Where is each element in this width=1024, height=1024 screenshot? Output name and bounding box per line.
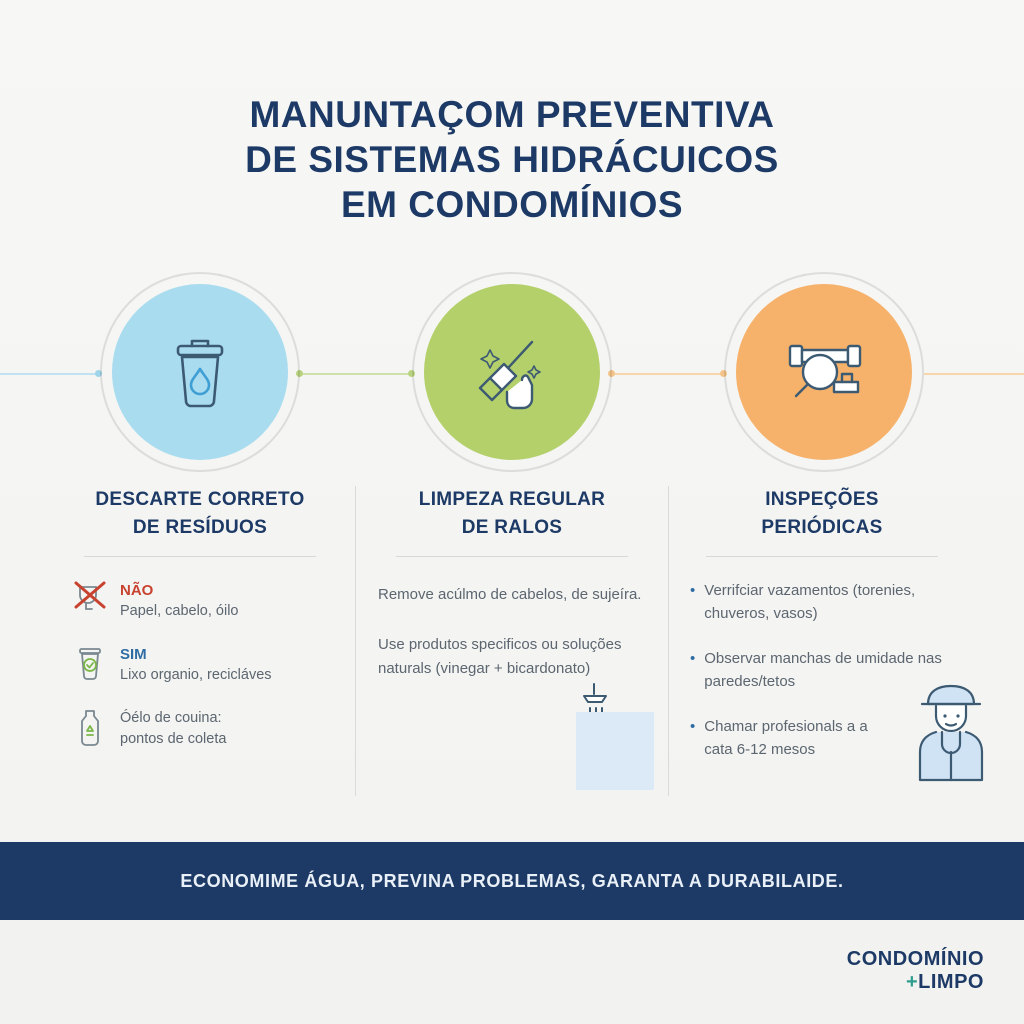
footer-text: ECONOMIME ÁGUA, PREVINA PROBLEMAS, GARANTA A DURABILAIDE. xyxy=(180,870,844,891)
column-title-line-2: DE RALOS xyxy=(461,517,563,538)
logo-plus-symbol: + xyxy=(905,971,919,993)
step-circle-inspecoes[interactable] xyxy=(724,272,924,472)
bullet-dot: • xyxy=(690,650,696,667)
item-subtext: Lixo organio, recicláves xyxy=(120,667,272,683)
title-line-1: MANUNTAÇOM PREVENTIVA xyxy=(249,94,775,135)
plumber-worker-icon xyxy=(906,678,996,788)
oil-bottle-recycle-icon xyxy=(72,707,108,747)
toilet-cross-icon xyxy=(72,579,108,619)
column-descarte xyxy=(50,486,350,749)
paragraph-2: Use produtos specificos ou soluções naturals (vinegar + bicardonato) xyxy=(378,636,622,677)
column-title-line-1: DESCARTE CORRETO xyxy=(95,489,305,510)
bullet-text: Chamar profesionals a a cata 6-12 mesos xyxy=(704,718,868,758)
step-circle-descarte[interactable] xyxy=(100,272,300,472)
column-divider-2 xyxy=(668,486,669,796)
title-underline xyxy=(84,556,316,557)
logo-bottom-text xyxy=(847,971,984,994)
brand-logo[interactable] xyxy=(847,948,984,994)
bullet-text: Observar manchas de umidade nas paredes/tetos xyxy=(704,650,942,690)
paragraph-1: Remove acúlmo de cabelos, de sujeíra. xyxy=(378,586,642,603)
column-title-inspecoes xyxy=(672,486,972,542)
list-item xyxy=(50,643,350,685)
logo-top-text: CONDOMÍNIO xyxy=(846,948,984,970)
item-subtext: Papel, cabelo, óilo xyxy=(120,603,239,619)
title-underline xyxy=(396,556,628,557)
title-line-3: EM CONDOMÍNIOS xyxy=(340,184,684,225)
bullet-dot: • xyxy=(690,582,696,599)
step-circle-limpeza[interactable] xyxy=(412,272,612,472)
column-title-limpeza xyxy=(362,486,662,542)
footer-banner xyxy=(0,842,1024,920)
bullet-text: Verrifciar vazamentos (torenies, chuveros, vasos) xyxy=(704,582,916,622)
item-subtext: pontos de coleta xyxy=(120,731,227,747)
list-item xyxy=(672,579,972,625)
column-title-line-1: LIMPEZA REGULAR xyxy=(418,489,606,510)
item-heading: Óélo de couina: xyxy=(120,710,222,726)
page-title xyxy=(0,92,1024,227)
column-title-line-2: PERIÓDICAS xyxy=(761,517,883,538)
column-limpeza xyxy=(362,486,662,681)
shower-drain-cleaning-icon xyxy=(576,678,654,790)
column-title-line-2: DE RESÍDUOS xyxy=(132,517,268,538)
pipe-magnifier-inspection-icon xyxy=(736,284,912,460)
column-title-line-1: INSPEÇÕES xyxy=(765,489,879,510)
list-item xyxy=(50,579,350,621)
list-item xyxy=(672,715,902,761)
title-line-2: DE SISTEMAS HIDRÁCUICOS xyxy=(245,139,779,180)
list-item xyxy=(50,707,350,749)
bullet-dot: • xyxy=(690,718,696,735)
recycle-bin-check-icon xyxy=(72,643,108,683)
column-title-descarte xyxy=(50,486,350,542)
item-heading: NÃO xyxy=(120,582,154,599)
logo-word-limpo: LIMPO xyxy=(918,971,984,993)
item-heading: SIM xyxy=(120,646,147,663)
trash-bin-water-drop-icon xyxy=(112,284,288,460)
broom-glove-sparkle-icon xyxy=(424,284,600,460)
column-divider-1 xyxy=(355,486,356,796)
title-underline xyxy=(706,556,938,557)
